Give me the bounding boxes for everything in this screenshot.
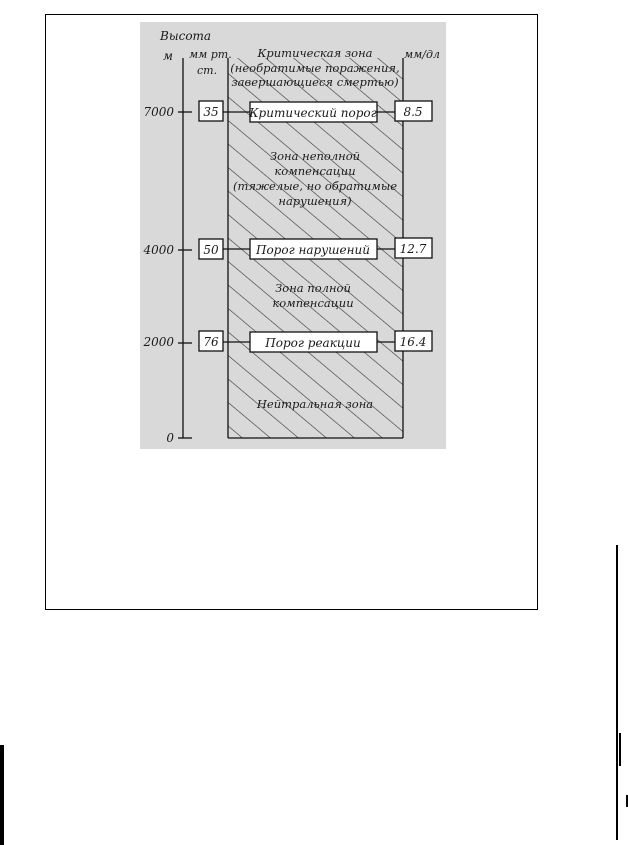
altitude-label-4000: 4000	[143, 243, 174, 257]
pressure-unit-line1: мм рт.	[189, 48, 232, 61]
altitude-label-zero: 0	[166, 431, 174, 445]
critical-zone-line3: завершающиеся смертью)	[231, 75, 399, 89]
altitude-label-7000: 7000	[143, 105, 174, 119]
complete-zone-line2: компенсации	[272, 296, 354, 310]
pressure-value-35: 35	[203, 105, 219, 119]
incomplete-zone-line2: компенсации	[274, 164, 356, 178]
altitude-label-2000: 2000	[143, 335, 174, 349]
right-value-16-4: 16.4	[399, 335, 427, 349]
right-edge-mark-upper	[619, 733, 621, 766]
pressure-unit-line2: ст.	[197, 64, 218, 77]
right-edge-line	[616, 545, 618, 840]
critical-zone-line2: (необратимые поражения,	[230, 61, 400, 75]
critical-zone-line1: Критическая зона	[257, 46, 373, 60]
critical-threshold-label: Критический порог	[249, 106, 377, 120]
complete-zone-line1: Зона полной	[275, 281, 351, 295]
incomplete-zone-line3: (тяжелые, но обратимые	[232, 179, 398, 193]
right-value-8-5: 8.5	[403, 105, 423, 119]
incomplete-zone-line4: нарушения)	[278, 194, 352, 208]
pressure-value-76: 76	[203, 335, 219, 349]
disorder-threshold-label: Порог нарушений	[255, 243, 371, 257]
reaction-threshold-label: Порог реакции	[265, 336, 361, 350]
right-value-12-7: 12.7	[399, 242, 427, 256]
neutral-zone-label: Нейтральная зона	[256, 397, 374, 411]
altitude-unit: м	[163, 49, 173, 63]
pressure-value-50: 50	[203, 243, 219, 257]
altitude-title: Высота	[160, 29, 212, 43]
left-edge-mark	[0, 745, 4, 845]
incomplete-zone-line1: Зона неполной	[269, 149, 361, 163]
right-unit: мм/дл	[404, 48, 440, 61]
